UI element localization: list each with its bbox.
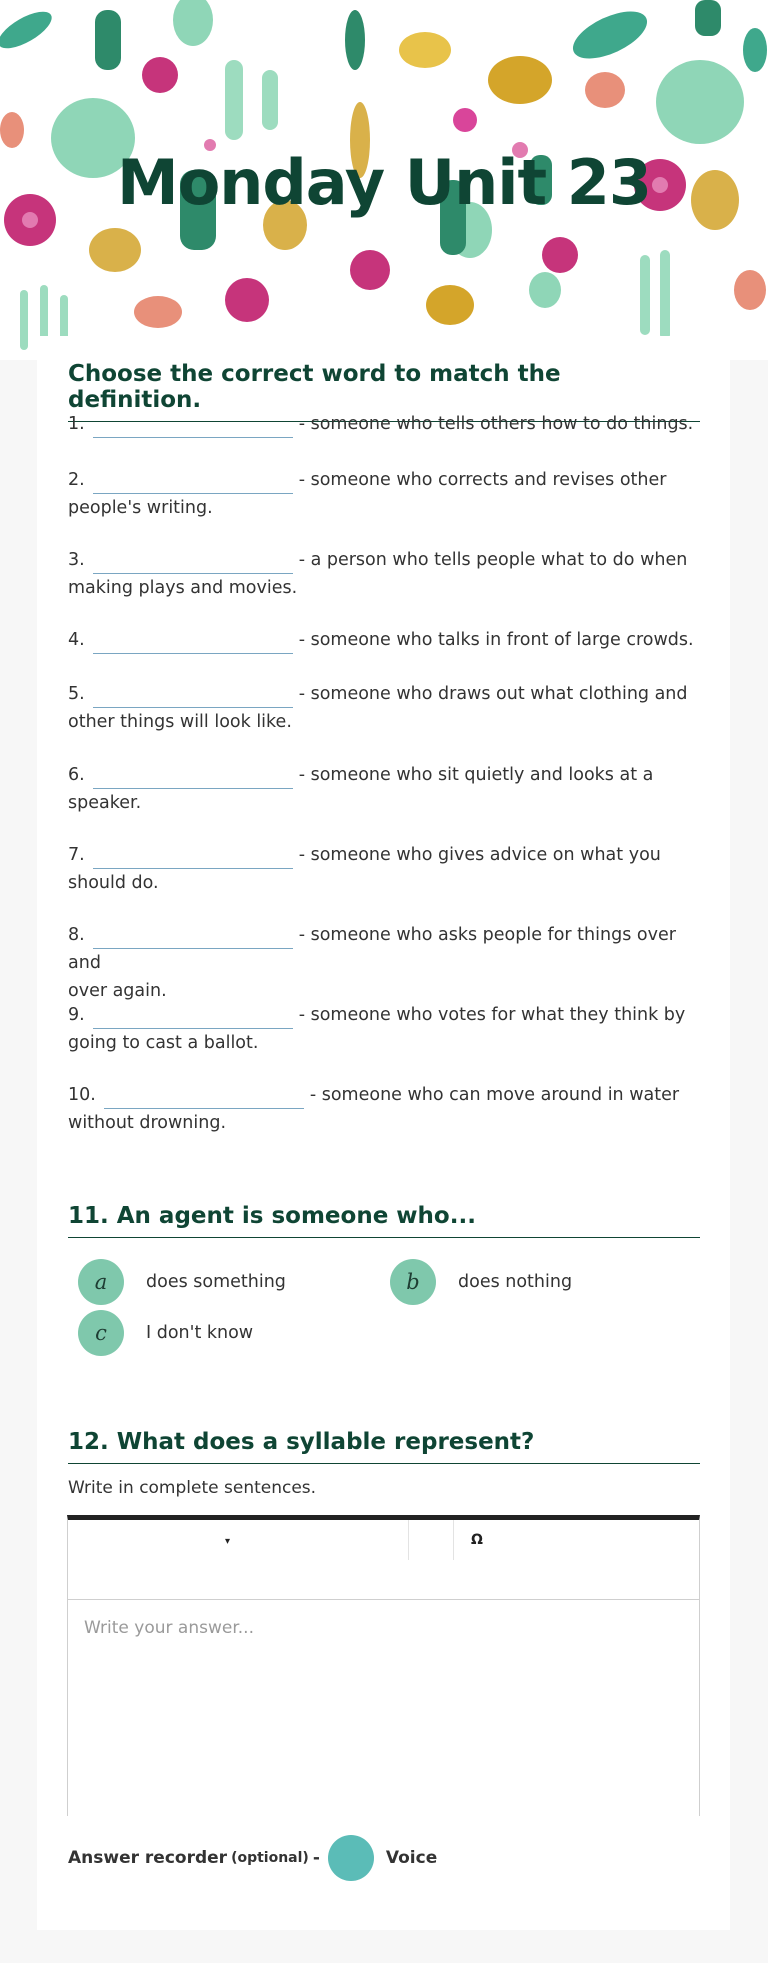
answer-blank-2[interactable] [93, 472, 293, 494]
question-definition: - someone who votes for what they think by [298, 1005, 686, 1025]
question-definition-cont: speaker. [68, 793, 142, 813]
option-letter-b[interactable]: b [390, 1259, 436, 1305]
question-number: 1. [68, 414, 85, 434]
editor-toolbar [68, 1520, 699, 1600]
toolbar-divider [453, 1520, 454, 1560]
question-definition: - someone who talks in front of large crowds. [298, 630, 694, 650]
question-definition-cont: without drowning. [68, 1113, 227, 1133]
option-label-c[interactable]: I don't know [146, 1323, 254, 1343]
question-definition: - someone who gives advice on what you [298, 845, 661, 865]
question-definition-cont: should do. [68, 873, 159, 893]
answer-blank-6[interactable] [93, 767, 293, 789]
question-number: 8. [68, 925, 85, 945]
question-number: 3. [68, 550, 85, 570]
header-banner [0, 0, 768, 360]
option-letter-a[interactable]: a [78, 1259, 124, 1305]
question-definition: - someone who sit quietly and looks at a [298, 765, 654, 785]
question-definition-cont: other things will look like. [68, 712, 292, 732]
answer-blank-8[interactable] [93, 927, 293, 949]
option-label-b[interactable]: does nothing [458, 1272, 573, 1292]
option-a[interactable] [78, 1259, 286, 1305]
format-dropdown-chevron-icon[interactable]: ▾ [225, 1536, 231, 1547]
question-definition: - a person who tells people what to do when [298, 550, 688, 570]
question-definition-cont: going to cast a ballot. [68, 1033, 259, 1053]
answer-blank-9[interactable] [93, 1007, 293, 1029]
question-7 [68, 841, 708, 897]
question-number: 5. [68, 684, 85, 704]
answer-recorder [68, 1835, 437, 1881]
toolbar-divider [408, 1520, 409, 1560]
question-4 [68, 626, 708, 654]
voice-label[interactable]: Voice [385, 1848, 438, 1868]
question-12-title: 12. What does a syllable represent? [68, 1429, 700, 1464]
section-title-definitions: Choose the correct word to match the definition. [68, 361, 700, 422]
question-8 [68, 921, 708, 1005]
question-2 [68, 466, 708, 522]
answer-textarea[interactable] [68, 1600, 699, 1816]
question-definition: - someone who asks people for things over and [68, 925, 676, 973]
special-character-icon[interactable]: Ω [471, 1532, 483, 1548]
question-5 [68, 680, 708, 736]
option-b[interactable] [390, 1259, 572, 1305]
question-definition: - someone who corrects and revises other [298, 470, 667, 490]
question-11-title: 11. An agent is someone who... [68, 1203, 700, 1238]
question-number: 6. [68, 765, 85, 785]
question-number: 7. [68, 845, 85, 865]
question-10 [68, 1081, 708, 1137]
answer-blank-5[interactable] [93, 686, 293, 708]
question-1 [68, 410, 708, 438]
answer-blank-4[interactable] [93, 632, 293, 654]
question-definition-cont: people's writing. [68, 498, 213, 518]
question-9 [68, 1001, 708, 1057]
option-c[interactable] [78, 1310, 253, 1356]
answer-blank-7[interactable] [93, 847, 293, 869]
rich-text-editor [67, 1515, 700, 1816]
question-number: 10. [68, 1085, 96, 1105]
question-number: 9. [68, 1005, 85, 1025]
question-definition-cont: making plays and movies. [68, 578, 298, 598]
option-label-a[interactable]: does something [146, 1272, 286, 1292]
recorder-optional-label: (optional) [231, 1850, 309, 1866]
voice-record-button[interactable] [328, 1835, 374, 1881]
answer-blank-10[interactable] [104, 1087, 304, 1109]
answer-blank-1[interactable] [93, 416, 293, 438]
question-3 [68, 546, 708, 602]
question-number: 2. [68, 470, 85, 490]
question-definition: - someone who draws out what clothing and [298, 684, 688, 704]
question-definition: - someone who tells others how to do things. [298, 414, 694, 434]
recorder-label: Answer recorder [68, 1848, 228, 1868]
question-definition-cont: over again. [68, 981, 167, 1001]
answer-blank-3[interactable] [93, 552, 293, 574]
recorder-dash: - [312, 1848, 320, 1868]
question-definition: - someone who can move around in water [309, 1085, 680, 1105]
question-number: 4. [68, 630, 85, 650]
option-letter-c[interactable]: c [78, 1310, 124, 1356]
question-12-instruction: Write in complete sentences. [68, 1478, 317, 1498]
question-6 [68, 761, 708, 817]
page-title: Monday Unit 23 [117, 146, 651, 219]
